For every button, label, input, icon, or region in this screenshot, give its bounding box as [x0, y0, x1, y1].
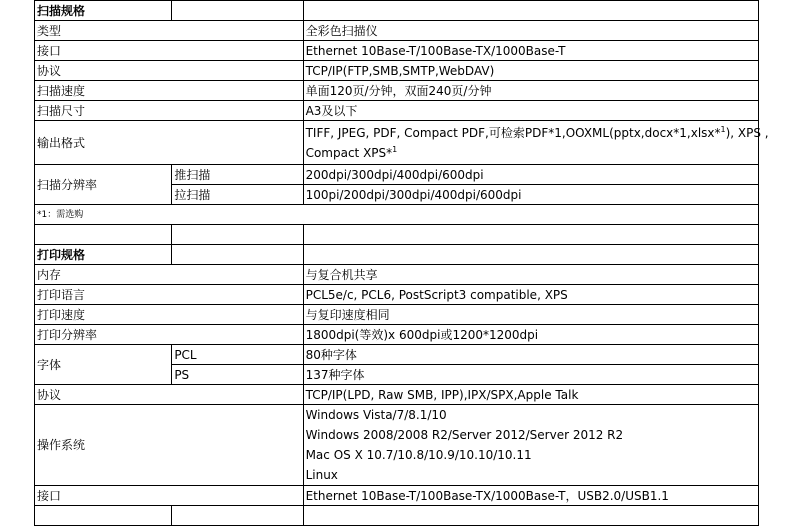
row-value: 137种字体 [303, 365, 758, 385]
table-row [35, 225, 759, 245]
sub-label: 推扫描 [172, 165, 303, 185]
table-row [35, 486, 759, 506]
row-label: 扫描分辨率 [35, 165, 172, 205]
table-row [35, 165, 759, 185]
output-format-line: TIFF, JPEG, PDF, Compact PDF,可检索PDF*1,OOXML(pptx,docx*1,xlsx*$^1$), XPS , [305, 124, 769, 140]
row-label: 输出格式 [35, 121, 304, 165]
table-row [35, 305, 759, 325]
row-label: 协议 [35, 61, 304, 81]
empty-cell [35, 225, 172, 245]
output-format-value [303, 121, 769, 165]
table-row [35, 405, 759, 486]
empty-cell [303, 245, 758, 265]
table-row [35, 506, 759, 526]
table-row [35, 325, 759, 345]
row-value: TCP/IP(LPD, Raw SMB, IPP),IPX/SPX,Apple Talk [303, 385, 758, 405]
scan-section-title: 扫描规格 [35, 1, 172, 21]
row-value: 全彩色扫描仪 [303, 21, 758, 41]
row-label: 操作系统 [35, 405, 304, 486]
spec-table [34, 0, 769, 526]
row-value: Ethernet 10Base-T/100Base-TX/1000Base-T [303, 41, 758, 61]
row-value: 单面120页/分钟，双面240页/分钟 [303, 81, 758, 101]
table-row [35, 285, 759, 305]
empty-cell [35, 506, 172, 526]
table-row [35, 1, 759, 21]
os-value [303, 405, 758, 486]
table-row [35, 61, 759, 81]
row-value: 与复印速度相同 [303, 305, 758, 325]
os-line: Windows Vista/7/8.1/10 [305, 408, 447, 422]
table-row [35, 121, 759, 165]
table-row [35, 205, 759, 225]
row-value: 80种字体 [303, 345, 758, 365]
sub-label: PCL [172, 345, 303, 365]
row-value: TCP/IP(FTP,SMB,SMTP,WebDAV) [303, 61, 758, 81]
row-label: 协议 [35, 385, 304, 405]
empty-cell [172, 245, 303, 265]
os-line: Linux [305, 468, 338, 482]
os-line: Windows 2008/2008 R2/Server 2012/Server 2012 R2 [305, 428, 624, 442]
table-row [35, 245, 759, 265]
row-value: 100pi/200dpi/300dpi/400dpi/600dpi [303, 185, 758, 205]
row-value: 200dpi/300dpi/400dpi/600dpi [303, 165, 758, 185]
row-label: 接口 [35, 486, 304, 506]
empty-cell [303, 506, 758, 526]
row-value: A3及以下 [303, 101, 758, 121]
row-label: 扫描尺寸 [35, 101, 304, 121]
row-label: 类型 [35, 21, 304, 41]
table-row [35, 81, 759, 101]
row-value: 1800dpi(等效)x 600dpi或1200*1200dpi [303, 325, 758, 345]
table-row [35, 385, 759, 405]
row-label: 打印语言 [35, 285, 304, 305]
row-label: 字体 [35, 345, 172, 385]
os-line: Mac OS X 10.7/10.8/10.9/10.10/10.11 [305, 448, 532, 462]
row-label: 打印速度 [35, 305, 304, 325]
sub-label: PS [172, 365, 303, 385]
empty-cell [303, 1, 758, 21]
output-format-line: Compact XPS*$^1$ [305, 144, 398, 160]
row-value: PCL5e/c, PCL6, PostScript3 compatible, XPS [303, 285, 758, 305]
table-row [35, 265, 759, 285]
row-label: 内存 [35, 265, 304, 285]
table-row [35, 41, 759, 61]
row-label: 打印分辨率 [35, 325, 304, 345]
row-label: 扫描速度 [35, 81, 304, 101]
empty-cell [172, 225, 303, 245]
row-label: 接口 [35, 41, 304, 61]
row-value: Ethernet 10Base-T/100Base-TX/1000Base-T，USB2.0/USB1.1 [303, 486, 758, 506]
table-row [35, 345, 759, 365]
empty-cell [303, 225, 758, 245]
table-row [35, 21, 759, 41]
row-value: 与复合机共享 [303, 265, 758, 285]
table-row [35, 101, 759, 121]
empty-cell [172, 506, 303, 526]
empty-cell [172, 1, 303, 21]
footnote: *1：需选购 [35, 205, 759, 225]
sub-label: 拉扫描 [172, 185, 303, 205]
print-section-title: 打印规格 [35, 245, 172, 265]
